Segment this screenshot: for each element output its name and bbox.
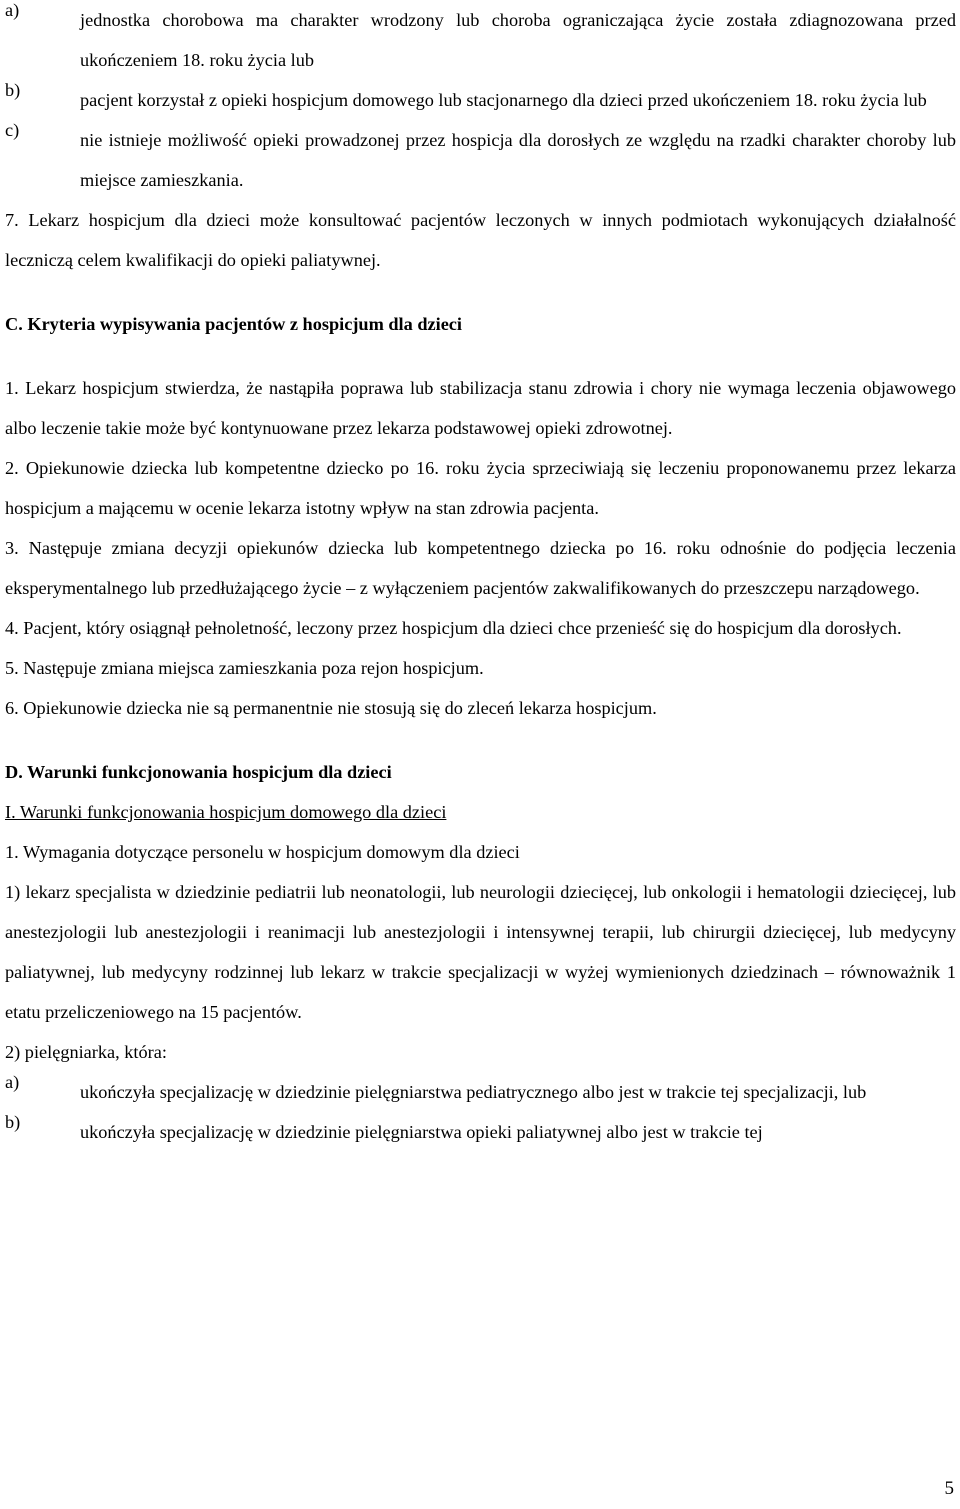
list-item-c [5,120,956,200]
list-item-a [5,0,956,80]
section-c-heading: C. Kryteria wypisywania pacjentów z hospicjum dla dzieci [5,314,463,334]
list-label: a) [5,1072,20,1092]
list-label: b) [5,80,21,100]
section-c-item: 1. Lekarz hospicjum stwierdza, że nastąpiła poprawa lub stabilizacja stanu zdrowia i chory nie wymaga leczenia objawowego albo leczenie takie może być kontynuowane przez lekarza podstawowej opieki zdrowotnej. [5,378,956,438]
section-d-paragraph-1: 1. Wymagania dotyczące personelu w hospicjum domowym dla dzieci [5,842,520,862]
list-item-a2 [5,1072,956,1112]
section-c-item: 3. Następuje zmiana decyzji opiekunów dziecka lub kompetentnego dziecka po 16. roku odnośnie do podjęcia leczenia eksperymentalnego lub przedłużającego życie – z wyłączeniem pacjentów zakwalifikowanych do przeszczepu narządowego. [5,538,956,598]
list-item-b [5,80,956,120]
document-page [5,0,956,1152]
list-text: pacjent korzystał z opieki hospicjum domowego lub stacjonarnego dla dzieci przed ukończeniem 18. roku życia lub [80,90,927,110]
section-d-subheading: I. Warunki funkcjonowania hospicjum domowego dla dzieci [5,802,447,822]
list-label: c) [5,120,20,140]
section-c-item: 5. Następuje zmiana miejsca zamieszkania poza rejon hospicjum. [5,658,484,678]
list-text: ukończyła specjalizację w dziedzinie pielęgniarstwa pediatrycznego albo jest w trakcie tej specjalizacji, lub [80,1082,867,1102]
page-number: 5 [944,1478,954,1499]
section-d-heading: D. Warunki funkcjonowania hospicjum dla dzieci [5,762,392,782]
list-label: b) [5,1112,21,1132]
list-text: jednostka chorobowa ma charakter wrodzony lub choroba ograniczająca życie została zdiagnozowana przed ukończeniem 18. roku życia lub [80,10,956,70]
list-label: a) [5,0,20,20]
section-c-item: 4. Pacjent, który osiągnął pełnoletność, leczony przez hospicjum dla dzieci chce przenieść się do hospicjum dla dorosłych. [5,618,902,638]
section-c-item: 6. Opiekunowie dziecka nie są permanentnie nie stosują się do zleceń lekarza hospicjum. [5,698,657,718]
list-item-b2 [5,1112,956,1152]
section-c-item: 2. Opiekunowie dziecka lub kompetentne dziecko po 16. roku życia sprzeciwiają się leczeniu proponowanemu przez lekarza hospicjum a mającemu w ocenie lekarza istotny wpływ na stan zdrowia pacjenta. [5,458,956,518]
section-d-item-1: 1) lekarz specjalista w dziedzinie pediatrii lub neonatologii, lub neurologii dziecięcej, lub onkologii i hematologii dziecięcej, lub anestezjologii lub anestezjologii i reanimacji lub anestezjologii i intensywnej terapii, lub chirurgii dziecięcej, lub medycyny paliatywnej, lub medycyny rodzinnej lub lekarz w trakcie specjalizacji w wyżej wymienionych dziedzinach – równoważnik 1 etatu przeliczeniowego na 15 pacjentów. [5,882,956,1022]
list-text: nie istnieje możliwość opieki prowadzonej przez hospicja dla dorosłych ze względu na rzadki charakter choroby lub miejsce zamieszkania. [80,130,956,190]
list-text: ukończyła specjalizację w dziedzinie pielęgniarstwa opieki paliatywnej albo jest w trakcie tej [80,1122,763,1142]
section-d-item-2: 2) pielęgniarka, która: [5,1042,167,1062]
paragraph-7: 7. Lekarz hospicjum dla dzieci może konsultować pacjentów leczonych w innych podmiotach wykonujących działalność leczniczą celem kwalifikacji do opieki paliatywnej. [5,210,956,270]
